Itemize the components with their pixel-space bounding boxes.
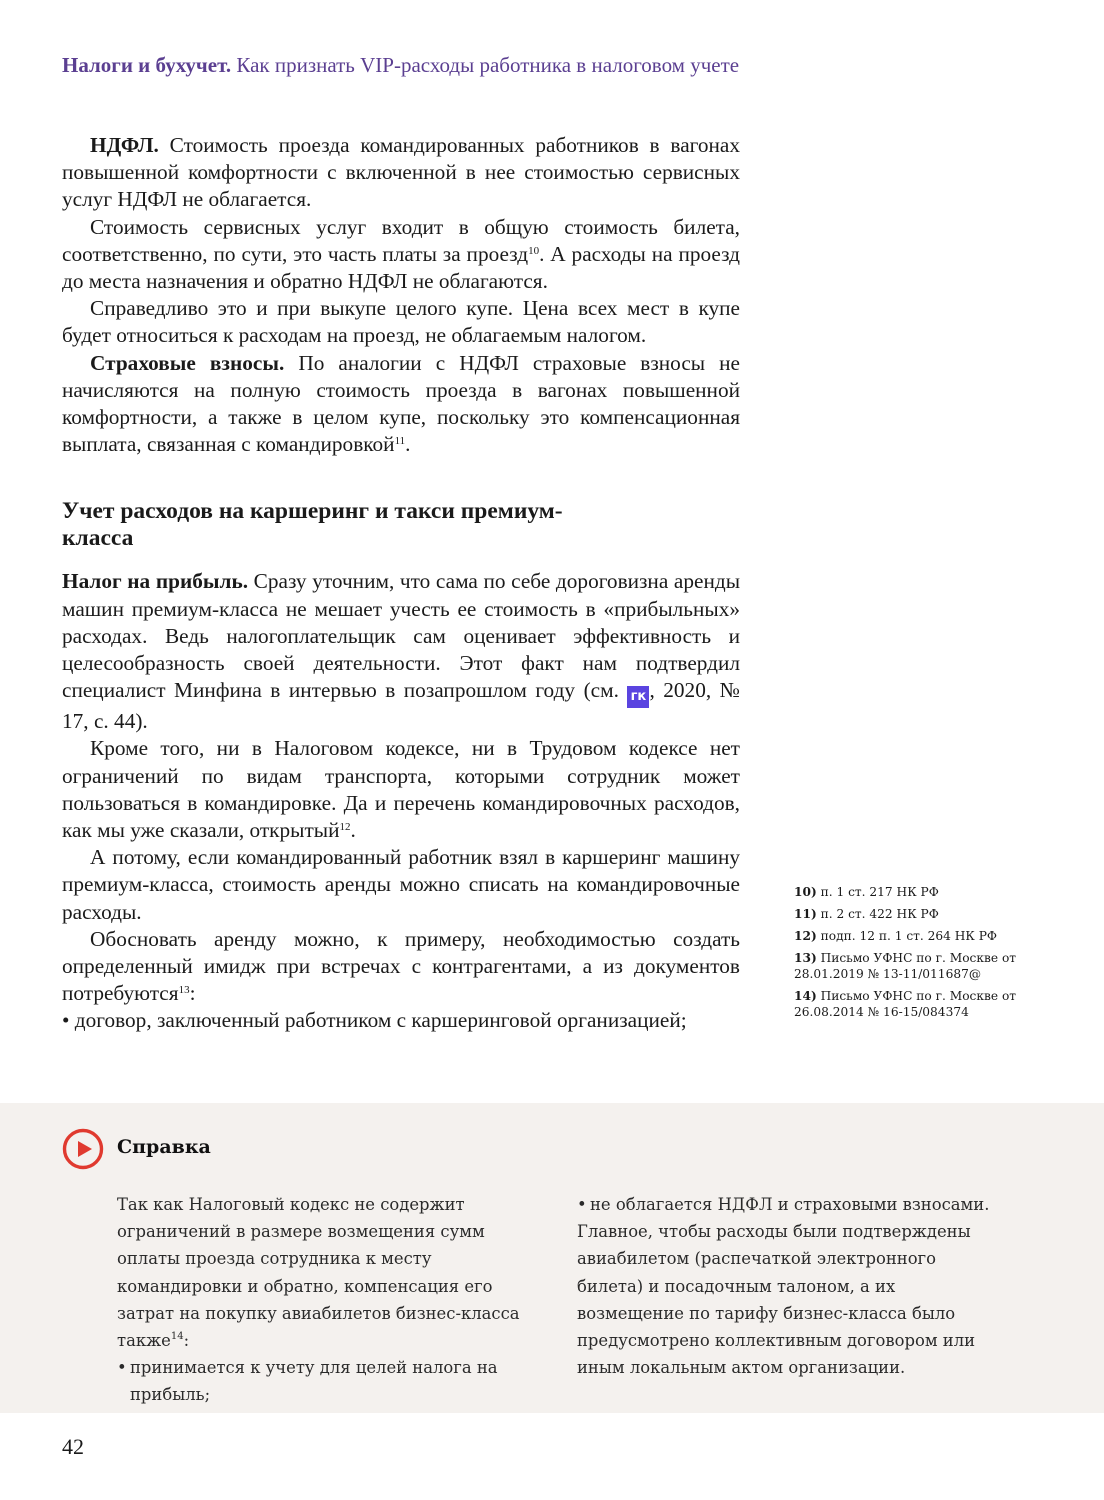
footnote-number: 10): [794, 885, 817, 899]
list-item: • принимается к учету для целей налога на прибыль;: [117, 1354, 547, 1408]
footnote-number: 14): [794, 989, 817, 1003]
running-head: [62, 53, 739, 78]
list-item: • не облагается НДФЛ и страховыми взносами.: [577, 1191, 1007, 1218]
paragraph-justify: [62, 926, 740, 1008]
reference-text: [117, 1191, 547, 1354]
paragraph-text: .: [350, 818, 356, 843]
paragraph-text: . А расходы на проезд до места назначения и обратно НДФЛ не облагаются.: [62, 241, 740, 294]
footnote-ref[interactable]: 13: [178, 984, 190, 997]
reference-column-right: [577, 1191, 1007, 1381]
footnote-ref[interactable]: 14: [170, 1331, 184, 1343]
paragraph-text: По аналогии с НДФЛ страховые взносы не начисляются на полную стоимость проезда в вагонах повышенной комфортности, а также в целом купе, поскольку это компенсационная выплата, связанная с командировкой: [62, 350, 741, 457]
footnote-number: 13): [794, 951, 817, 965]
paragraph-text: Стоимость сервисных услуг входит в общую стоимость билета, соответственно, по сути, это часть платы за проезд: [62, 214, 740, 266]
paragraph-text: Обосновать аренду можно, к примеру, необходимостью создать определенный имидж при встречах с контрагентами, а из документов потребуются: [62, 926, 740, 1006]
paragraph-coupe: [62, 295, 740, 349]
paragraph-text: :: [189, 981, 196, 1006]
footnote-text: подп. 12 п. 1 ст. 264 НК РФ: [820, 929, 998, 943]
paragraph-text: А потому, если командированный работник взял в каршеринг машину премиум-класса, стоимость аренды можно списать на командировочные расходы.: [62, 845, 740, 924]
paragraph-text: .: [405, 432, 411, 457]
paragraph-ndfl: [62, 132, 740, 214]
reference-column-left: [117, 1191, 547, 1409]
play-circle-icon: [62, 1128, 104, 1170]
page-number: 42: [62, 1434, 84, 1459]
footnote-text: п. 2 ст. 422 НК РФ: [820, 907, 939, 921]
footnote-text: Письмо УФНС по г. Москве от 28.01.2019 № 13-11/011687@: [794, 951, 1017, 981]
lead-ndfl: НДФЛ.: [90, 133, 159, 157]
reference-title: Справка: [117, 1136, 211, 1158]
running-head-title: Как признать VIP-расходы работника в налоговом учете: [236, 53, 740, 77]
section-heading: Учет расходов на каршеринг и такси премиум-класса: [62, 498, 563, 552]
footnote-number: 11): [794, 907, 817, 921]
paragraph-profit-tax: [62, 568, 740, 735]
footnote-ref[interactable]: 11: [394, 435, 406, 448]
paragraph-text: Справедливо это и при выкупе целого купе. Цена всех мест в купе будет относиться к расходам на проезд, не облагаемым налогом.: [62, 296, 740, 348]
footnote-11: [794, 906, 1054, 922]
footnote-12: [794, 928, 1054, 944]
paragraph-insurance: [62, 350, 740, 459]
list-item: • договор, заключенный работником с каршеринговой организацией;: [62, 1008, 687, 1033]
lead-profit-tax: Налог на прибыль.: [62, 569, 249, 594]
paragraph-text: :: [183, 1331, 190, 1351]
paragraph-codes: [62, 735, 740, 844]
article-body: [62, 132, 740, 1035]
footnote-10: [794, 884, 1054, 900]
paragraph-carsharing: [62, 844, 740, 926]
paragraph-text: Сразу уточним, что сама по себе дороговизна аренды машин премиум-класса не мешает учесть ее стоимость в «прибыльных» расходах. Ведь налогоплательщик сам оценивает эффективность и целесообразность своей деятельности. Этот факт нам подтвердил специалист Минфина в интервью в позапрошлом году (см.: [62, 569, 740, 703]
footnote-ref[interactable]: 10: [528, 244, 540, 257]
paragraph-text: , 2020, № 17, с. 44).: [62, 678, 740, 734]
footnotes: [794, 884, 1054, 1026]
reference-text: Главное, чтобы расходы были подтверждены авиабилетом (распечаткой электронного билета) и посадочным талоном, а их возмещение по тарифу бизнес-класса было предусмотрено коллективным договором или иным локальным актом организации.: [577, 1222, 976, 1378]
reference-box: [0, 1103, 1104, 1413]
running-head-section: Налоги и бухучет.: [62, 53, 232, 77]
footnote-14: [794, 988, 1054, 1020]
paragraph-text: Так как Налоговый кодекс не содержит ограничений в размере возмещения сумм оплаты проезда сотрудника к месту командировки и обратно, компенсация его затрат на покупку авиабилетов бизнес-класса также: [117, 1195, 520, 1351]
scalloped-edge: [0, 1099, 1104, 1107]
footnote-ref[interactable]: 12: [339, 821, 351, 834]
footnote-number: 12): [794, 929, 817, 943]
gk-logo-icon[interactable]: гк: [627, 686, 649, 708]
footnote-13: [794, 950, 1054, 982]
footnote-text: п. 1 ст. 217 НК РФ: [820, 885, 939, 899]
paragraph-service: [62, 214, 740, 296]
paragraph-text: Стоимость проезда командированных работников в вагонах повышенной комфортности с включенной в нее стоимостью сервисных услуг НДФЛ не облагается.: [62, 133, 740, 212]
lead-insurance: Страховые взносы.: [90, 350, 285, 375]
footnote-text: Письмо УФНС по г. Москве от 26.08.2014 № 16-15/084374: [794, 989, 1017, 1019]
paragraph-text: Кроме того, ни в Налоговом кодексе, ни в Трудовом кодексе нет ограничений по видам транспорта, которыми сотрудник может пользоваться в командировке. Да и перечень командировочных расходов, как мы уже сказали, открытый: [62, 736, 740, 843]
